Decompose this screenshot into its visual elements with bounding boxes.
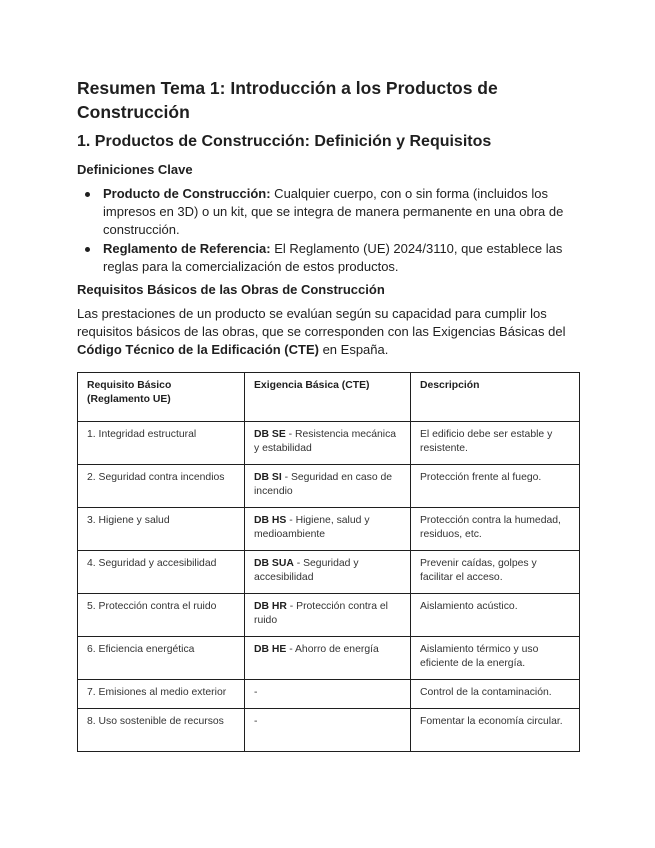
description-cell: Fomentar la economía circular. [411,709,580,752]
requirement-cell: 3. Higiene y salud [78,508,245,551]
table-row [78,637,580,680]
table-row [78,508,580,551]
document-title: Resumen Tema 1: Introducción a los Productos de Construcción [77,78,498,122]
cte-text: - Seguridad y accesibilidad [254,558,359,583]
definition-text: El Reglamento (UE) 2024/3110, que establece las reglas para la comercialización de estos productos. [103,241,563,274]
definition-term: Reglamento de Referencia: [103,241,271,256]
table-row [78,680,580,709]
description-cell: Aislamiento acústico. [411,594,580,637]
cte-cell [245,422,411,465]
document-page [77,76,579,752]
cte-cell [245,709,411,752]
table-header: Exigencia Básica (CTE) [245,373,411,422]
intro-text: Las prestaciones de un producto se evalúan según su capacidad para cumplir los requisitos básicos de las obras, que se corresponden con las Exigencias Básicas del [77,306,566,339]
cte-text: - [254,687,258,698]
requirement-cell: 6. Eficiencia energética [78,637,245,680]
cte-code: DB HE [254,644,287,655]
table-header-row [78,373,580,422]
requirement-cell: 5. Protección contra el ruido [78,594,245,637]
definitions-heading: Definiciones Clave [77,162,193,177]
cte-text: - [254,716,258,727]
cte-code: DB SI [254,472,282,483]
description-cell: Aislamiento térmico y uso eficiente de la energía. [411,637,580,680]
cte-text: - Protección contra el ruido [254,601,388,626]
requirements-table [77,372,580,752]
table-row [78,551,580,594]
requirement-cell: 1. Integridad estructural [78,422,245,465]
description-cell: Prevenir caídas, golpes y facilitar el acceso. [411,551,580,594]
bullet-icon [85,247,90,252]
description-cell: Control de la contaminación. [411,680,580,709]
description-cell: Protección frente al fuego. [411,465,580,508]
section-heading: 1. Productos de Construcción: Definición y Requisitos [77,133,492,150]
requirement-cell: 7. Emisiones al medio exterior [78,680,245,709]
bullet-icon [85,192,90,197]
intro-end: en España. [318,342,389,357]
list-item [77,240,579,276]
table-row [78,594,580,637]
table-header: Requisito Básico (Reglamento UE) [78,373,245,422]
cte-cell [245,551,411,594]
cte-text: - Ahorro de energía [286,644,379,655]
requirement-cell: 2. Seguridad contra incendios [78,465,245,508]
cte-code: DB SUA [254,558,294,569]
cte-text: - Higiene, salud y medioambiente [254,515,370,540]
cte-text: - Resistencia mecánica y estabilidad [254,429,397,454]
cte-code: DB HR [254,601,287,612]
definition-term: Producto de Construcción: [103,186,271,201]
list-item [77,185,579,239]
cte-code: DB HS [254,515,287,526]
table-row [78,465,580,508]
definition-text: Cualquier cuerpo, con o sin forma (incluidos los impresos en 3D) o un kit, que se integra de manera permanente en una obra de construcción. [103,186,564,237]
intro-bold: Código Técnico de la Edificación (CTE) [77,342,319,357]
table-row [78,422,580,465]
requirements-heading: Requisitos Básicos de las Obras de Construcción [77,282,385,297]
cte-cell [245,594,411,637]
intro-paragraph [77,305,579,359]
requirement-cell: 8. Uso sostenible de recursos [78,709,245,752]
table-header: Descripción [411,373,580,422]
cte-cell [245,465,411,508]
cte-cell [245,637,411,680]
cte-code: DB SE [254,429,286,440]
description-cell: Protección contra la humedad, residuos, etc. [411,508,580,551]
table-row [78,709,580,752]
definitions-list [77,185,579,276]
cte-cell [245,680,411,709]
description-cell: El edificio debe ser estable y resistente. [411,422,580,465]
cte-cell [245,508,411,551]
cte-text: - Seguridad en caso de incendio [254,472,393,497]
requirement-cell: 4. Seguridad y accesibilidad [78,551,245,594]
